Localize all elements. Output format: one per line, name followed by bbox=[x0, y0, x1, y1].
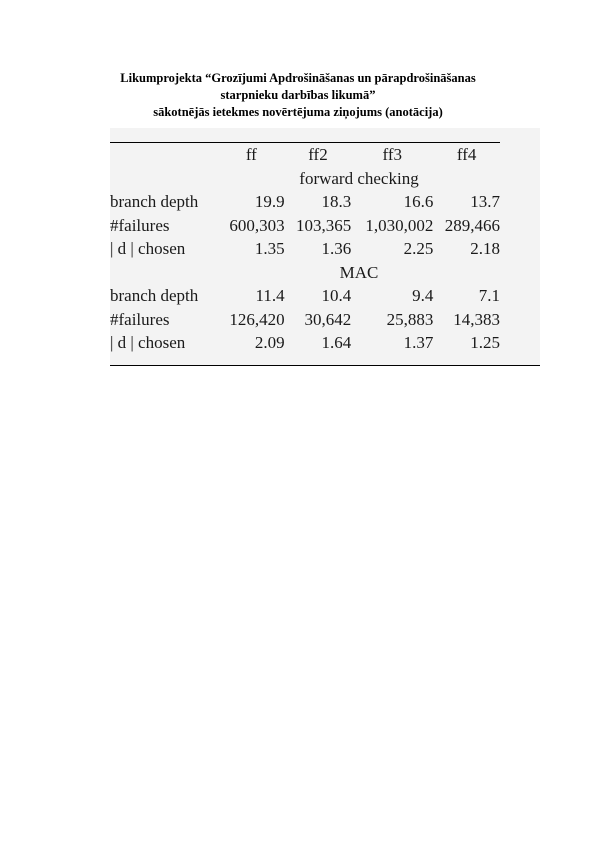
cell: 25,883 bbox=[386, 309, 434, 329]
table-row bbox=[110, 284, 500, 308]
cell: 126,420 bbox=[229, 309, 285, 329]
cell: 1.37 bbox=[403, 333, 434, 352]
cell: 1,030,002 bbox=[365, 215, 434, 235]
row-label: branch depth bbox=[110, 286, 199, 305]
group-label: MAC bbox=[339, 262, 379, 282]
title-line-1: Likumprojekta “Grozījumi Apdrošināšanas un pārapdrošināšanas bbox=[120, 71, 476, 85]
cell: 2.18 bbox=[470, 239, 500, 258]
group-spacer bbox=[110, 261, 218, 285]
cell: 16.6 bbox=[403, 192, 434, 211]
cell: 2.09 bbox=[254, 333, 285, 352]
cell: 2.25 bbox=[403, 239, 434, 258]
cell: 10.4 bbox=[321, 286, 352, 305]
column-header: ff4 bbox=[456, 145, 477, 164]
row-label: | d | chosen bbox=[110, 239, 186, 258]
bottom-rule bbox=[110, 365, 540, 366]
cell: 1.35 bbox=[254, 239, 285, 258]
column-header: ff bbox=[245, 145, 257, 164]
group-header-row bbox=[110, 261, 500, 285]
table-row bbox=[110, 308, 500, 332]
table-row bbox=[110, 214, 500, 238]
cell: 19.9 bbox=[254, 192, 285, 211]
header-empty bbox=[110, 143, 218, 167]
row-label: #failures bbox=[110, 215, 170, 235]
column-header: ff2 bbox=[308, 145, 328, 164]
title-line-2: starpnieku darbības likumā” bbox=[220, 88, 376, 102]
group-header-row bbox=[110, 167, 500, 191]
group-label: forward checking bbox=[299, 168, 419, 188]
title-line-3: sākotnējās ietekmes novērtējuma ziņojums (anotācija) bbox=[153, 105, 443, 119]
table-row bbox=[110, 237, 500, 261]
document-title bbox=[0, 70, 596, 121]
cell: 600,303 bbox=[229, 215, 285, 235]
cell: 1.36 bbox=[321, 239, 352, 258]
group-spacer bbox=[110, 167, 218, 191]
cell: 103,365 bbox=[296, 215, 352, 235]
table-row bbox=[110, 331, 500, 355]
cell: 11.4 bbox=[255, 286, 285, 305]
cell: 18.3 bbox=[321, 192, 352, 211]
table-header-row bbox=[110, 143, 500, 167]
row-label: | d | chosen bbox=[110, 333, 186, 352]
cell: 9.4 bbox=[412, 286, 434, 305]
cell: 30,642 bbox=[304, 309, 352, 329]
cell: 14,383 bbox=[453, 309, 500, 329]
cell: 13.7 bbox=[470, 192, 500, 211]
column-header: ff3 bbox=[382, 145, 403, 164]
cell: 1.25 bbox=[470, 333, 500, 352]
row-label: branch depth bbox=[110, 192, 199, 211]
cell: 289,466 bbox=[444, 215, 500, 235]
cell: 7.1 bbox=[478, 286, 500, 305]
table-row bbox=[110, 190, 500, 214]
results-table bbox=[110, 142, 500, 355]
row-label: #failures bbox=[110, 309, 170, 329]
cell: 1.64 bbox=[321, 333, 352, 352]
